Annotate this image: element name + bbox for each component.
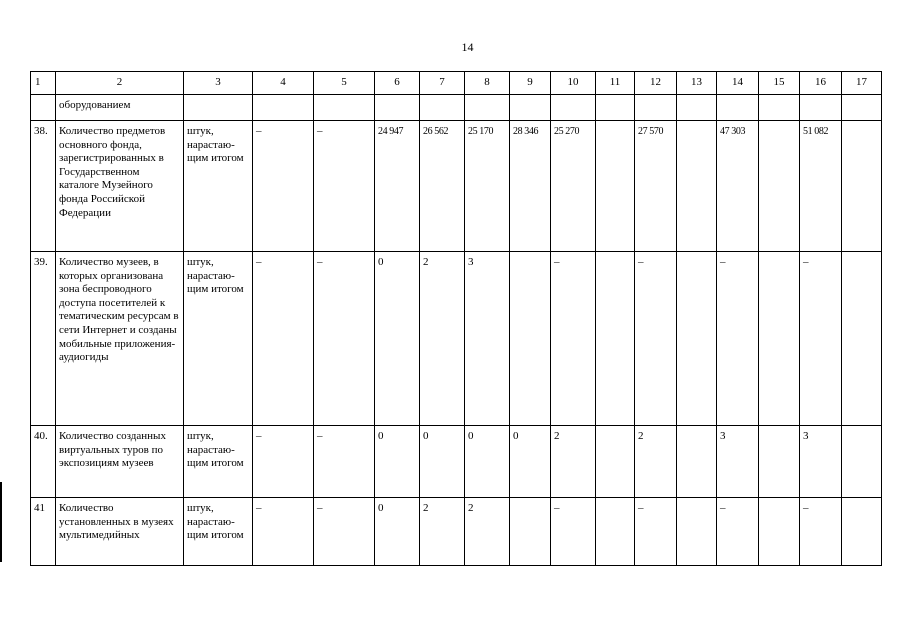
value-cell-col-10: – [551, 252, 596, 426]
value-cell-col-11 [596, 95, 635, 121]
value-cell-col-6: 0 [375, 252, 420, 426]
indicators-table [30, 71, 882, 566]
value-cell-col-5: – [314, 426, 375, 498]
column-header-10: 10 [551, 72, 596, 95]
indicator-name: Количество предметов основного фонда, зарегистрированных в Государственном каталоге Музейного фонда Российской Федерации [56, 121, 184, 252]
indicator-name: оборудованием [56, 95, 184, 121]
column-header-4: 4 [253, 72, 314, 95]
value-cell-col-16 [800, 95, 842, 121]
value-cell-col-5 [314, 95, 375, 121]
column-header-17: 17 [842, 72, 882, 95]
value-cell-col-11 [596, 252, 635, 426]
value-cell-col-11 [596, 121, 635, 252]
column-header-15: 15 [759, 72, 800, 95]
value-cell-col-13 [677, 426, 717, 498]
value-cell-col-13 [677, 121, 717, 252]
value-cell-col-4: – [253, 252, 314, 426]
unit-cell: штук, нарастаю-щим итогом [184, 121, 253, 252]
value-cell-col-10: 2 [551, 426, 596, 498]
column-header-6: 6 [375, 72, 420, 95]
value-cell-col-17 [842, 95, 882, 121]
page-number: 14 [461, 40, 474, 54]
value-cell-col-13 [677, 252, 717, 426]
column-header-1: 1 [31, 72, 56, 95]
value-cell-col-5: – [314, 121, 375, 252]
value-cell-col-12: 27 570 [635, 121, 677, 252]
value-cell-col-12: 2 [635, 426, 677, 498]
binding-mark [0, 482, 2, 562]
unit-cell: штук, нарастаю-щим итогом [184, 498, 253, 566]
value-cell-col-7: 2 [420, 498, 465, 566]
value-cell-col-8: 2 [465, 498, 510, 566]
unit-cell [184, 95, 253, 121]
value-cell-col-7: 0 [420, 426, 465, 498]
column-header-2: 2 [56, 72, 184, 95]
indicator-name: Количество установленных в музеях мультимедийных [56, 498, 184, 566]
value-cell-col-14: – [717, 252, 759, 426]
value-cell-col-11 [596, 426, 635, 498]
row-number: 39. [31, 252, 56, 426]
table-row [31, 121, 882, 252]
indicator-name: Количество созданных виртуальных туров по экспозициям музеев [56, 426, 184, 498]
value-cell-col-5: – [314, 498, 375, 566]
value-cell-col-4 [253, 95, 314, 121]
value-cell-col-9 [510, 95, 551, 121]
value-cell-col-12: – [635, 252, 677, 426]
value-cell-col-16: 3 [800, 426, 842, 498]
column-header-14: 14 [717, 72, 759, 95]
column-header-3: 3 [184, 72, 253, 95]
column-header-5: 5 [314, 72, 375, 95]
value-cell-col-15 [759, 498, 800, 566]
value-cell-col-12: – [635, 498, 677, 566]
value-cell-col-6: 0 [375, 426, 420, 498]
value-cell-col-14: 3 [717, 426, 759, 498]
value-cell-col-10: – [551, 498, 596, 566]
column-header-9: 9 [510, 72, 551, 95]
value-cell-col-9 [510, 252, 551, 426]
row-number: 41 [31, 498, 56, 566]
value-cell-col-9 [510, 498, 551, 566]
table-row [31, 95, 882, 121]
table-row [31, 252, 882, 426]
value-cell-col-17 [842, 498, 882, 566]
value-cell-col-13 [677, 498, 717, 566]
value-cell-col-15 [759, 121, 800, 252]
value-cell-col-4: – [253, 426, 314, 498]
value-cell-col-9: 28 346 [510, 121, 551, 252]
value-cell-col-4: – [253, 121, 314, 252]
value-cell-col-6: 0 [375, 498, 420, 566]
row-number: 38. [31, 121, 56, 252]
column-header-13: 13 [677, 72, 717, 95]
value-cell-col-14 [717, 95, 759, 121]
table-row [31, 498, 882, 566]
value-cell-col-15 [759, 95, 800, 121]
column-header-8: 8 [465, 72, 510, 95]
value-cell-col-9: 0 [510, 426, 551, 498]
value-cell-col-12 [635, 95, 677, 121]
value-cell-col-16: 51 082 [800, 121, 842, 252]
value-cell-col-13 [677, 95, 717, 121]
value-cell-col-8: 0 [465, 426, 510, 498]
value-cell-col-16: – [800, 498, 842, 566]
value-cell-col-17 [842, 121, 882, 252]
value-cell-col-5: – [314, 252, 375, 426]
value-cell-col-17 [842, 426, 882, 498]
column-header-11: 11 [596, 72, 635, 95]
indicator-name: Количество музеев, в которых организована зона беспроводного доступа посетителей к тематическим ресурсам в сети Интернет и созданы мобильные приложения-аудиогиды [56, 252, 184, 426]
value-cell-col-16: – [800, 252, 842, 426]
value-cell-col-10: 25 270 [551, 121, 596, 252]
value-cell-col-15 [759, 252, 800, 426]
value-cell-col-8 [465, 95, 510, 121]
value-cell-col-6: 24 947 [375, 121, 420, 252]
value-cell-col-14: – [717, 498, 759, 566]
value-cell-col-8: 25 170 [465, 121, 510, 252]
column-header-12: 12 [635, 72, 677, 95]
value-cell-col-17 [842, 252, 882, 426]
value-cell-col-11 [596, 498, 635, 566]
header-row [31, 72, 882, 95]
table-row [31, 426, 882, 498]
value-cell-col-7 [420, 95, 465, 121]
value-cell-col-10 [551, 95, 596, 121]
unit-cell: штук, нарастаю-щим итогом [184, 426, 253, 498]
value-cell-col-6 [375, 95, 420, 121]
column-header-16: 16 [800, 72, 842, 95]
value-cell-col-15 [759, 426, 800, 498]
unit-cell: штук, нарастаю-щим итогом [184, 252, 253, 426]
row-number: 40. [31, 426, 56, 498]
value-cell-col-4: – [253, 498, 314, 566]
value-cell-col-8: 3 [465, 252, 510, 426]
value-cell-col-14: 47 303 [717, 121, 759, 252]
value-cell-col-7: 26 562 [420, 121, 465, 252]
row-number [31, 95, 56, 121]
table-body [31, 72, 882, 566]
value-cell-col-7: 2 [420, 252, 465, 426]
column-header-7: 7 [420, 72, 465, 95]
